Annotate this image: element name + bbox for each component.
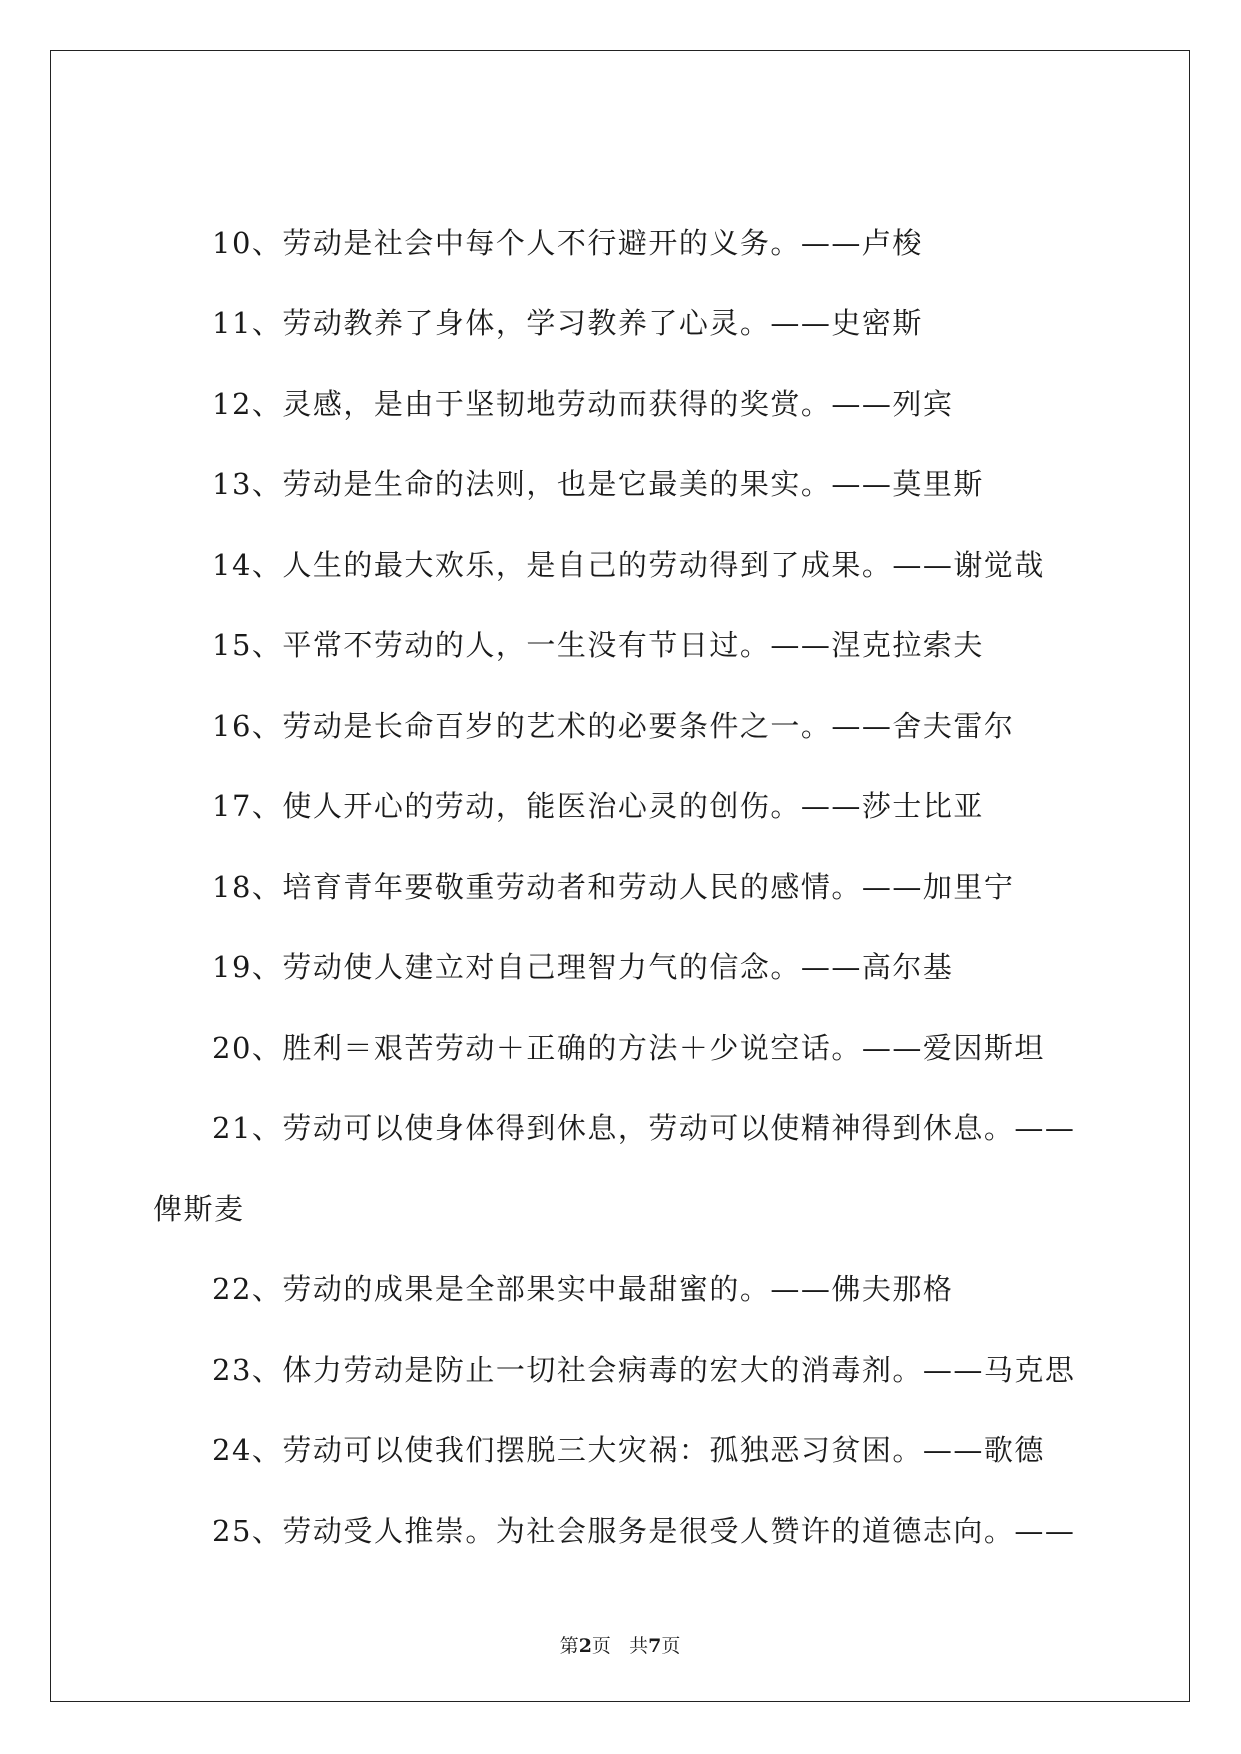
quote-line: 12、灵感，是由于坚韧地劳动而获得的奖赏。——列宾 — [212, 387, 954, 421]
quote-line: 24、劳动可以使我们摆脱三大灾祸：孤独恶习贫困。——歌德 — [212, 1433, 1045, 1467]
quote-line: 10、劳动是社会中每个人不行避开的义务。——卢梭 — [212, 226, 923, 260]
quote-line: 13、劳动是生命的法则，也是它最美的果实。——莫里斯 — [212, 467, 984, 501]
quote-line: 19、劳动使人建立对自己理智力气的信念。——高尔基 — [212, 950, 954, 984]
quote-line: 25、劳动受人推崇。为社会服务是很受人赞许的道德志向。—— — [212, 1514, 1076, 1548]
quote-line: 22、劳动的成果是全部果实中最甜蜜的。——佛夫那格 — [212, 1272, 954, 1306]
quote-line: 23、体力劳动是防止一切社会病毒的宏大的消毒剂。——马克思 — [212, 1353, 1076, 1387]
quote-line: 21、劳动可以使身体得到休息，劳动可以使精神得到休息。—— — [212, 1111, 1076, 1145]
total-pages: 7 — [648, 1635, 662, 1657]
total-label-prefix: 共 — [629, 1635, 649, 1657]
page-number: 2 — [578, 1635, 592, 1657]
page-label-suffix: 页 — [591, 1635, 611, 1657]
page-footer — [51, 1634, 1189, 1658]
quote-line: 15、平常不劳动的人，一生没有节日过。——涅克拉索夫 — [212, 628, 984, 662]
quote-line: 17、使人开心的劳动，能医治心灵的创伤。——莎士比亚 — [212, 789, 984, 823]
quote-line: 16、劳动是长命百岁的艺术的必要条件之一。——舍夫雷尔 — [212, 709, 1015, 743]
quote-line: 14、人生的最大欢乐，是自己的劳动得到了成果。——谢觉哉 — [212, 548, 1045, 582]
quote-line: 11、劳动教养了身体，学习教养了心灵。——史密斯 — [212, 306, 923, 340]
quote-line: 20、胜利＝艰苦劳动＋正确的方法＋少说空话。——爱因斯坦 — [212, 1031, 1045, 1065]
page-frame — [50, 50, 1190, 1702]
total-label-suffix: 页 — [661, 1635, 681, 1657]
quote-line: 18、培育青年要敬重劳动者和劳动人民的感情。——加里宁 — [212, 870, 1015, 904]
quote-line-continuation: 俾斯麦 — [153, 1192, 245, 1226]
page-label-prefix: 第 — [559, 1635, 579, 1657]
